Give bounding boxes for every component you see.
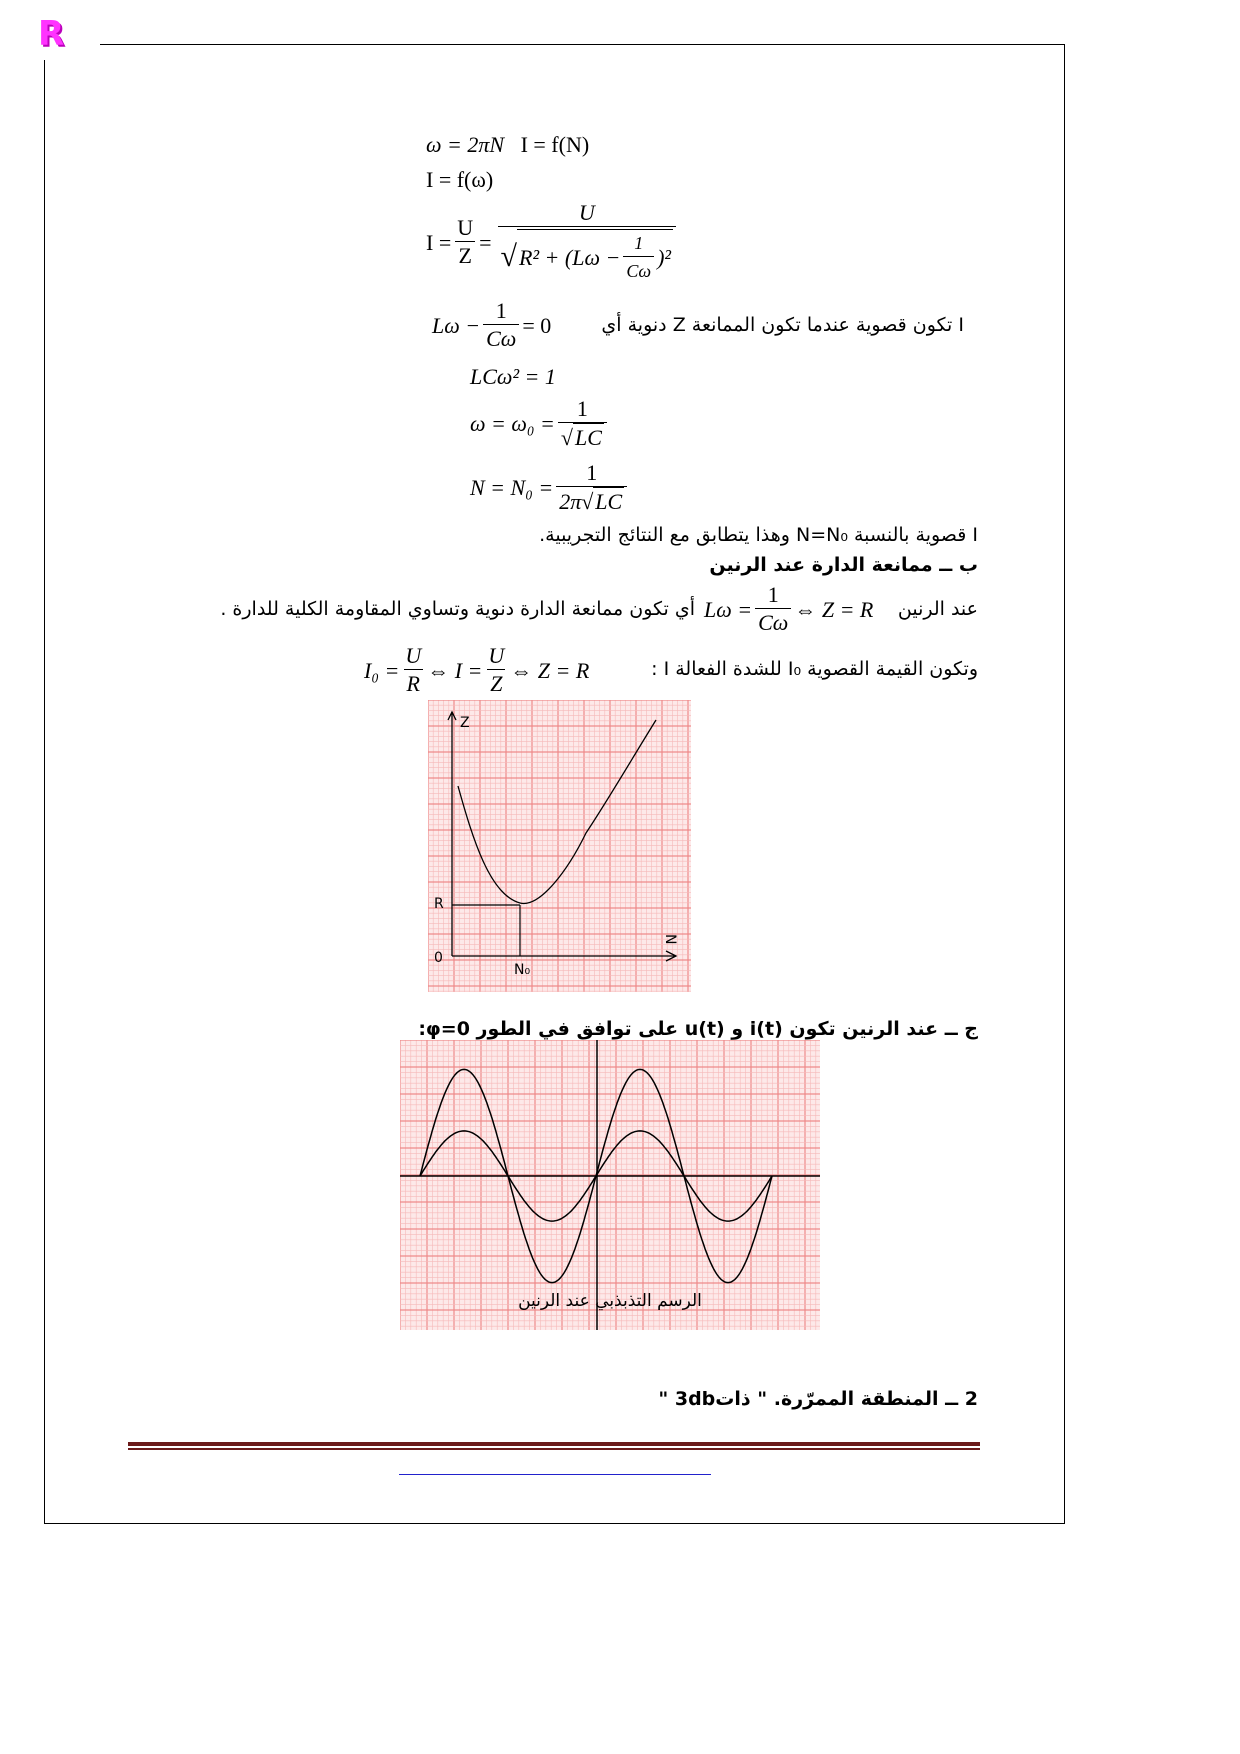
label-r: R bbox=[434, 896, 444, 912]
eq-min-condition: Lω − $\frac{1}{C\omega}$ = 0 bbox=[432, 298, 552, 351]
logo: R bbox=[38, 14, 65, 54]
text-res-word: عند الرنين bbox=[897, 598, 978, 620]
footer-rule bbox=[128, 1442, 980, 1446]
section-2-title: 2 ــ المنطقة الممرّرة. " ذات3db " bbox=[658, 1388, 978, 1410]
impedance-graph bbox=[428, 700, 691, 992]
text-i0-sentence: وتكون القيمة القصوية I₀ للشدة الفعالة I : bbox=[651, 658, 978, 680]
eq-impedance: I = $\frac{U}{Z}$ = U √ R² + (Lω − $\frac{1}{C\omega}$ )² bbox=[426, 200, 679, 285]
top-rule bbox=[100, 44, 1064, 45]
text-res-sentence: أي تكون ممانعة الدارة دنوية وتساوي المقاومة الكلية للدارة . bbox=[220, 598, 695, 620]
section-c-title: ج ــ عند الرنين تكون i(t) و u(t) على توافق في الطور φ=0: bbox=[418, 1018, 978, 1040]
eq-i-f-omega: I = f(ω) bbox=[426, 167, 494, 192]
grid bbox=[428, 700, 691, 992]
bottom-rule bbox=[44, 1523, 1065, 1524]
eq-n0: N = N₀ = 1 2π √ LC bbox=[470, 460, 630, 516]
right-rule bbox=[1064, 44, 1065, 1524]
oscillogram bbox=[400, 1040, 820, 1330]
eq-omega-line: ω = 2πN I = f(N) bbox=[426, 132, 590, 157]
eq-resonance: Lω = $\frac{1}{C\omega}$ ⇔ Z = R bbox=[704, 582, 874, 635]
eq-omega0: ω = ω₀ = 1 √ LC bbox=[470, 396, 610, 452]
label-n: N bbox=[662, 934, 678, 945]
label-z: Z bbox=[460, 715, 470, 731]
label-origin: 0 bbox=[434, 950, 443, 966]
footer-rule-thin bbox=[128, 1448, 980, 1450]
eq-i0: I₀ = $\frac{U}{R}$ ⇔ I = $\frac{U}{Z}$ ⇔ Z = R bbox=[364, 643, 590, 696]
text-max-n0: I قصوية بالنسبة N=N₀ وهذا يتطابق مع النتائج التجريبية. bbox=[539, 524, 978, 546]
left-rule bbox=[44, 60, 45, 1524]
oscillogram-caption: الرسم التذبذبي عند الرنين bbox=[518, 1291, 702, 1311]
footer-link[interactable] bbox=[399, 1474, 711, 1475]
text-min-condition: I تكون قصوية عندما تكون الممانعة Z دنوية أي bbox=[601, 314, 964, 336]
section-b-title: ب ــ ممانعة الدارة عند الرنين bbox=[709, 554, 978, 576]
eq-lc-omega: LCω² = 1 bbox=[470, 364, 556, 389]
grid bbox=[400, 1040, 820, 1330]
label-n0: N₀ bbox=[514, 962, 531, 978]
